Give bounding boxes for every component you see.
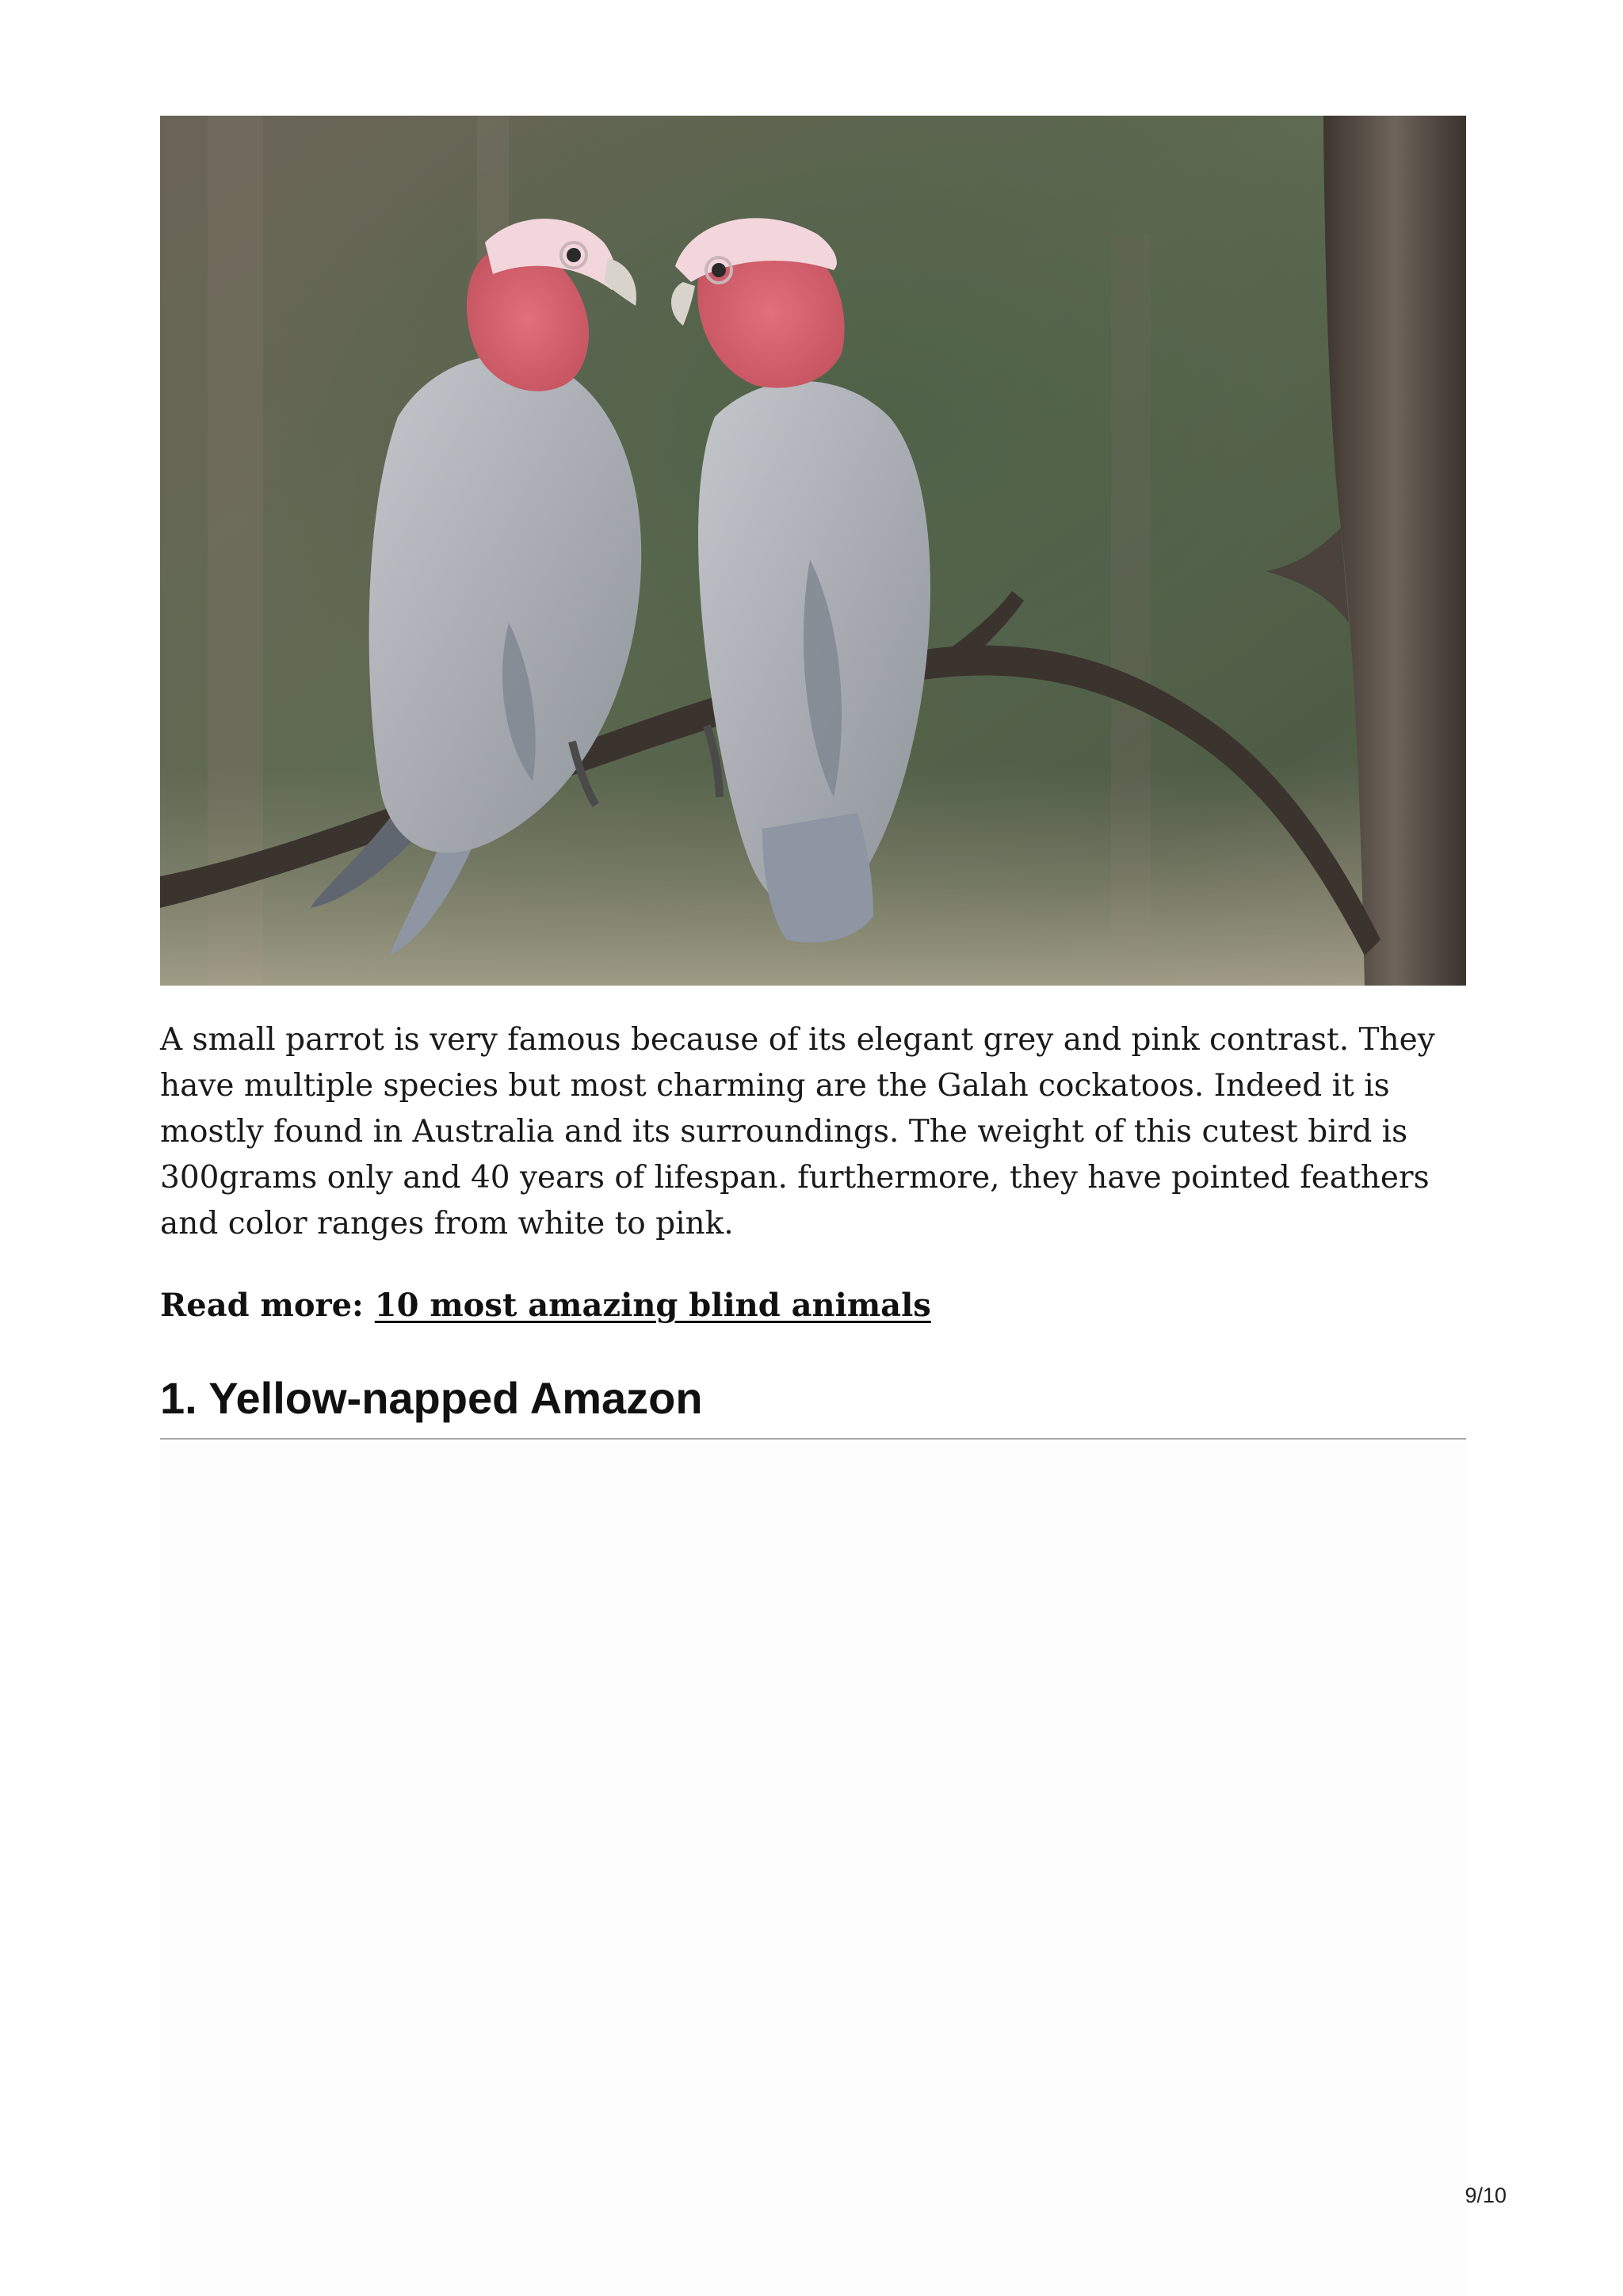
page-number: 9/10 bbox=[1465, 2183, 1507, 2207]
galah-cockatoos-illustration bbox=[160, 116, 1466, 986]
galah-cockatoos-photo bbox=[160, 116, 1466, 986]
section-heading: 1. Yellow-napped Amazon bbox=[160, 1373, 703, 1423]
image-placeholder-area bbox=[160, 1440, 1466, 2296]
read-more-link[interactable]: 10 most amazing blind animals bbox=[374, 1287, 931, 1324]
read-more-label: Read more: bbox=[160, 1287, 364, 1324]
article-paragraph: A small parrot is very famous because of its elegant grey and pink contrast. They have multiple species but most charming are the Galah cockatoos. Indeed it is mostly found in Australia and its surroundings. The weight of this cutest bird is 300grams only and 40 years of lifespan. furthermore, they have pointed feathers and color ranges from white to pink. bbox=[160, 1022, 1435, 1241]
read-more-line bbox=[160, 1283, 931, 1328]
